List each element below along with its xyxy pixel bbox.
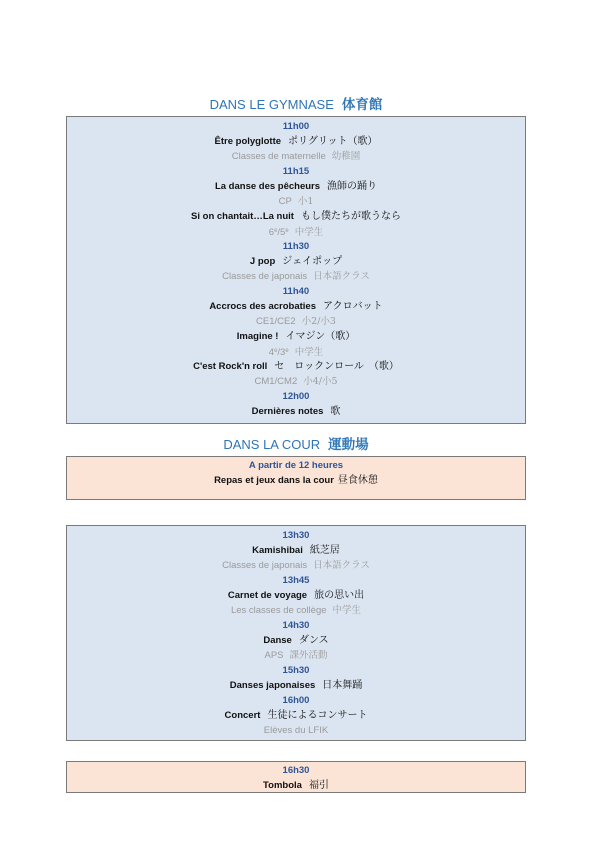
event-title-fr: La danse des pêcheurs — [214, 181, 321, 192]
time-label: 13h30 — [282, 530, 310, 541]
time-label: 16h30 — [282, 765, 310, 776]
time-label: 12h00 — [282, 391, 310, 402]
time-label: 15h30 — [282, 665, 310, 676]
performers-fr: CP — [278, 196, 292, 207]
event-title — [67, 473, 525, 488]
time-label: 16h00 — [282, 695, 310, 706]
time-label: 13h45 — [282, 575, 310, 586]
event-title-jp: もし僕たちが歌うなら — [300, 211, 401, 222]
gymnase-box — [66, 116, 526, 424]
time-label: 11h40 — [282, 286, 310, 297]
event-title-jp: アクロバット — [322, 301, 383, 312]
event-performers — [67, 723, 525, 738]
event-title — [67, 254, 525, 269]
event-title-fr: Si on chantait…La nuit — [191, 211, 294, 222]
performers-jp: 小2/小3 — [301, 316, 336, 327]
event-title-jp: 日本舞踊 — [322, 680, 363, 691]
cour-heading — [66, 436, 526, 454]
performers-fr: CE1/CE2 — [256, 316, 296, 327]
event-title-jp: ジェイポップ — [282, 256, 343, 267]
event-title — [67, 543, 525, 558]
event-title — [67, 678, 525, 693]
event-title-jp: イマジン（歌） — [285, 331, 356, 342]
event-performers — [67, 224, 525, 239]
event-title-jp: 生徒によるコンサート — [267, 710, 368, 721]
cour-box — [66, 456, 526, 500]
performers-jp: 中学生 — [294, 227, 324, 238]
cour-heading-fr: DANS LA COUR — [223, 437, 321, 452]
performers-jp: 中学生 — [332, 605, 362, 616]
event-title-fr: Repas et jeux dans la cour — [214, 475, 334, 486]
tombola-box — [66, 761, 526, 793]
event-performers — [67, 314, 525, 329]
cour-heading-jp: 運動場 — [328, 437, 369, 453]
event-title-fr: Imagine ! — [236, 331, 279, 342]
event-title-jp: 漁師の踊り — [327, 181, 378, 192]
event-title — [67, 299, 525, 314]
performers-fr: Elèves du LFIK — [263, 725, 329, 736]
afternoon-box — [66, 525, 526, 741]
event-title-jp: 旅の思い出 — [314, 590, 365, 601]
event-title-fr: Tombola — [263, 780, 302, 791]
event-title-fr: Danses japonaises — [229, 680, 316, 691]
event-title — [67, 209, 525, 224]
event-performers — [67, 194, 525, 209]
performers-jp: 幼稚園 — [331, 151, 361, 162]
time-label: 11h30 — [282, 241, 310, 252]
performers-jp: 日本語クラス — [313, 271, 370, 282]
time-label: 14h30 — [282, 620, 310, 631]
event-performers — [67, 374, 525, 389]
event-title — [67, 404, 525, 419]
performers-fr: CM1/CM2 — [254, 376, 298, 387]
performers-fr: APS — [264, 650, 284, 661]
event-title — [67, 588, 525, 603]
event-performers — [67, 558, 525, 573]
event-title-jp: 歌 — [330, 406, 341, 417]
performers-jp: 日本語クラス — [313, 560, 370, 571]
performers-grade: 6e/5e — [268, 227, 289, 238]
event-title-fr: Dernières notes — [251, 406, 324, 417]
time-label: 11h15 — [282, 166, 310, 177]
gymnase-heading — [66, 96, 526, 114]
event-performers — [67, 149, 525, 164]
gymnase-heading-jp: 体育館 — [341, 97, 383, 113]
event-title — [67, 359, 525, 374]
performers-jp: 小4/小5 — [303, 376, 338, 387]
event-title — [67, 708, 525, 723]
performers-fr: Les classes de collège — [230, 605, 327, 616]
event-title — [67, 134, 525, 149]
event-performers — [67, 269, 525, 284]
event-title-jp: 昼食休憩 — [337, 475, 378, 486]
event-title — [67, 329, 525, 344]
event-title-jp: セ ロックンロール （歌） — [274, 361, 399, 372]
performers-jp: 中学生 — [294, 347, 324, 358]
performers-grade: 4e/3e — [268, 347, 289, 358]
event-title-fr: Être polyglotte — [214, 136, 282, 147]
event-title — [67, 179, 525, 194]
event-performers — [67, 344, 525, 359]
event-title-fr: Carnet de voyage — [227, 590, 308, 601]
event-title — [67, 778, 525, 793]
event-performers — [67, 603, 525, 618]
event-title-jp: ダンス — [298, 635, 329, 646]
event-performers — [67, 648, 525, 663]
event-title-jp: ポリグリット（歌） — [288, 136, 378, 147]
performers-jp: 課外活動 — [289, 650, 328, 661]
event-title-fr: Accrocs des acrobaties — [209, 301, 316, 312]
time-label: A partir de 12 heures — [248, 460, 344, 471]
performers-fr: Classes de maternelle — [231, 151, 326, 162]
event-title-jp: 福引 — [308, 780, 329, 791]
performers-fr: Classes de japonais — [222, 560, 308, 571]
event-title-fr: Concert — [224, 710, 261, 721]
gymnase-heading-fr: DANS LE GYMNASE — [209, 97, 334, 112]
performers-jp: 小1 — [297, 196, 314, 207]
event-title-jp: 紙芝居 — [309, 545, 340, 556]
performers-fr: Classes de japonais — [222, 271, 308, 282]
time-label: 11h00 — [282, 121, 310, 132]
event-title-fr: Kamishibai — [252, 545, 303, 556]
event-title-fr: J pop — [249, 256, 276, 267]
event-title — [67, 633, 525, 648]
event-title-fr: C'est Rock'n roll — [193, 361, 268, 372]
event-title-fr: Danse — [263, 635, 292, 646]
